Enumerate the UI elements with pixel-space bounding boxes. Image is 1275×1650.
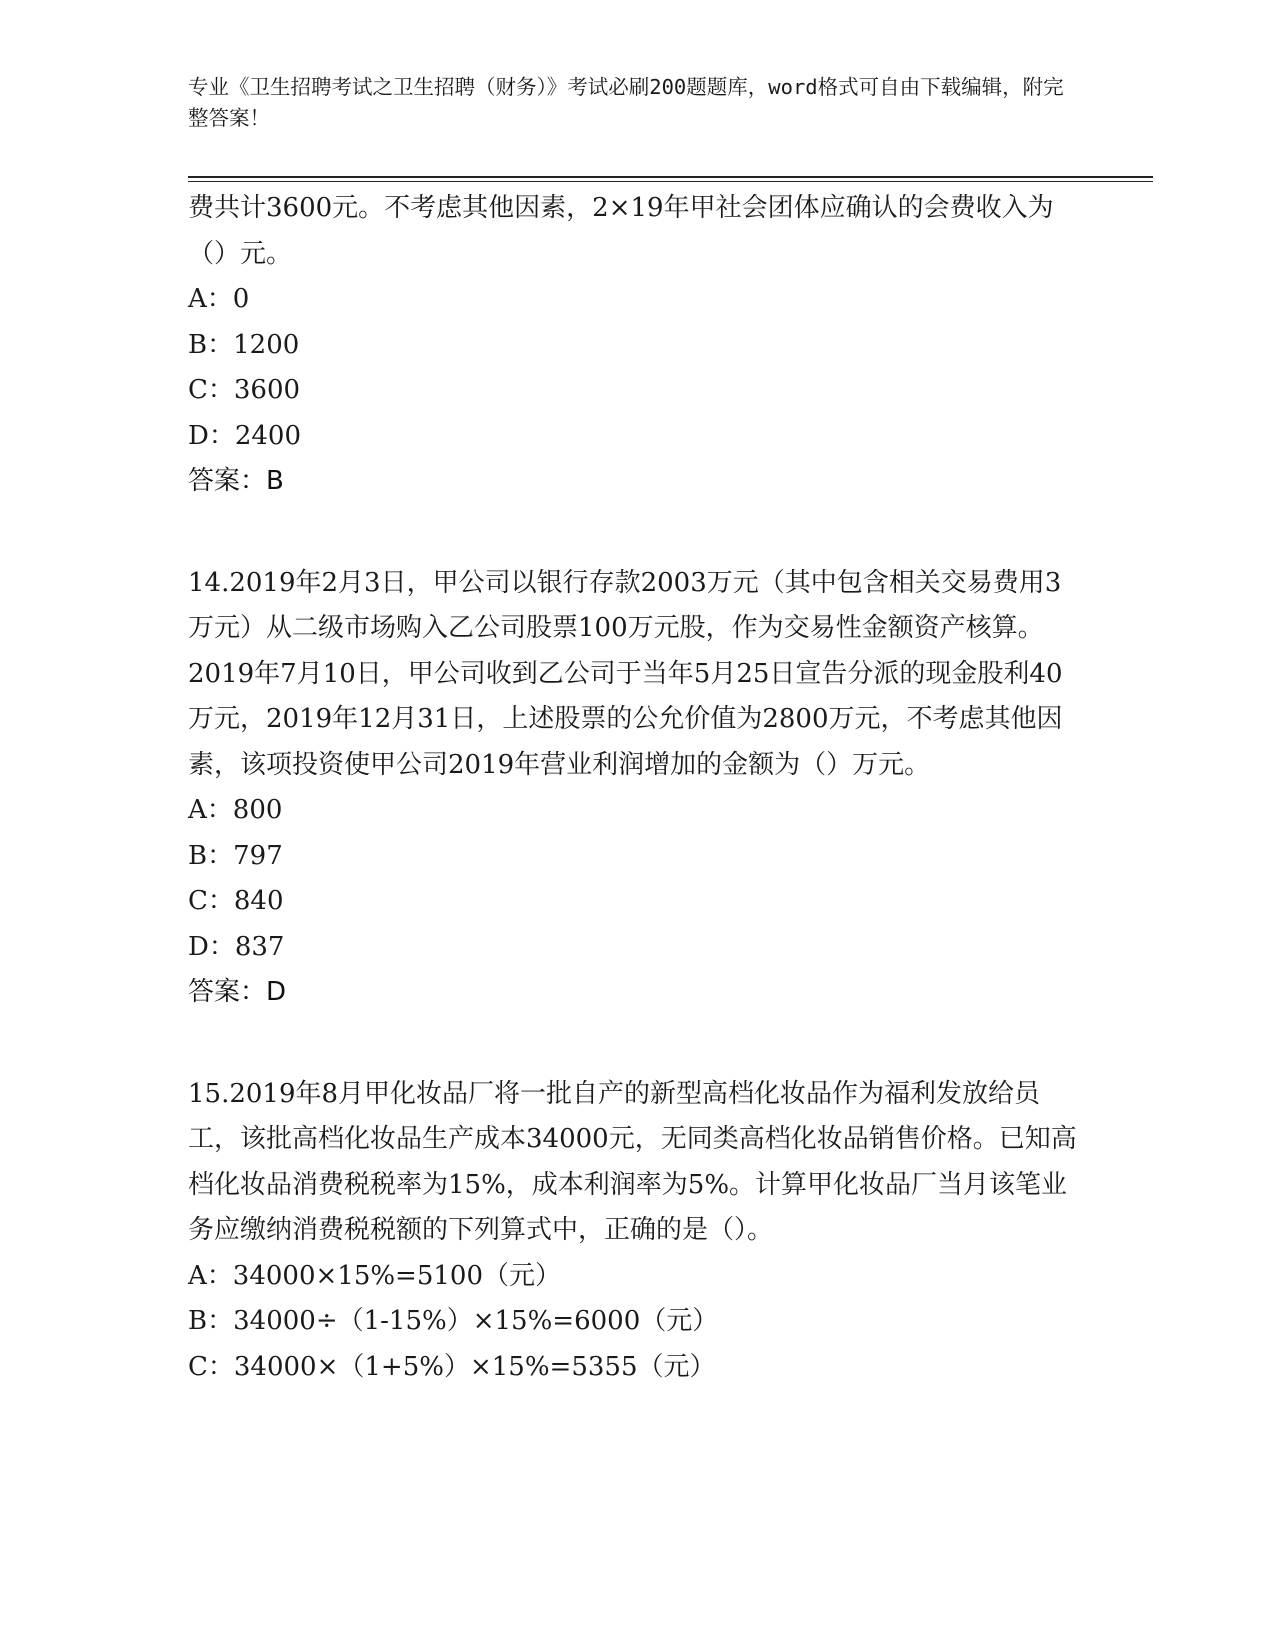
question-13 [188,186,1083,505]
option-a: A：34000×15%=5100（元） [188,1260,562,1291]
question-stem: 费共计3600元。不考虑其他因素，2×19年甲社会团体应确认的会费收入为（）元。 [188,193,1054,269]
option-c: C：840 [188,886,284,916]
question-list [188,186,1083,1390]
option-b: B：797 [188,840,283,871]
option-b: B：1200 [188,329,300,360]
option-a: A：800 [188,795,283,825]
question-14 [188,561,1083,1016]
document-header: 专业《卫生招聘考试之卫生招聘（财务）》考试必刷200题题库，word格式可自由下载编辑，附完整答案！ [188,75,1064,130]
answer: 答案：B [188,466,284,496]
question-stem: 15.2019年8月甲化妆品厂将一批自产的新型高档化妆品作为福利发放给员工，该批高档化妆品生产成本34000元，无同类高档化妆品销售价格。已知高档化妆品消费税税率为15%，成本利润率为5%。计算甲化妆品厂当月该笔业务应缴纳消费税税额的下列算式中，正确的是（）。 [188,1078,1077,1245]
option-d: D：837 [188,931,285,962]
question-stem: 14.2019年2月3日，甲公司以银行存款2003万元（其中包含相关交易费用3万元）从二级市场购入乙公司股票100万元股，作为交易性金额资产核算。2019年7月10日，甲公司收到乙公司于当年5月25日宣告分派的现金股利40万元，2019年12月31日，上述股票的公允价值为2800万元，不考虑其他因素，该项投资使甲公司2019年营业利润增加的金额为（）万元。 [188,567,1063,780]
option-a: A：0 [188,284,250,314]
option-c: C：3600 [188,375,301,405]
question-15 [188,1072,1083,1391]
header-divider-thin [188,181,1153,182]
option-d: D：2400 [188,420,302,451]
option-b: B：34000÷（1-15%）×15%=6000（元） [188,1306,719,1336]
option-c: C：34000×（1+5%）×15%=5355（元） [188,1351,716,1382]
answer: 答案：D [188,977,287,1007]
header-divider-thick [188,176,1153,178]
